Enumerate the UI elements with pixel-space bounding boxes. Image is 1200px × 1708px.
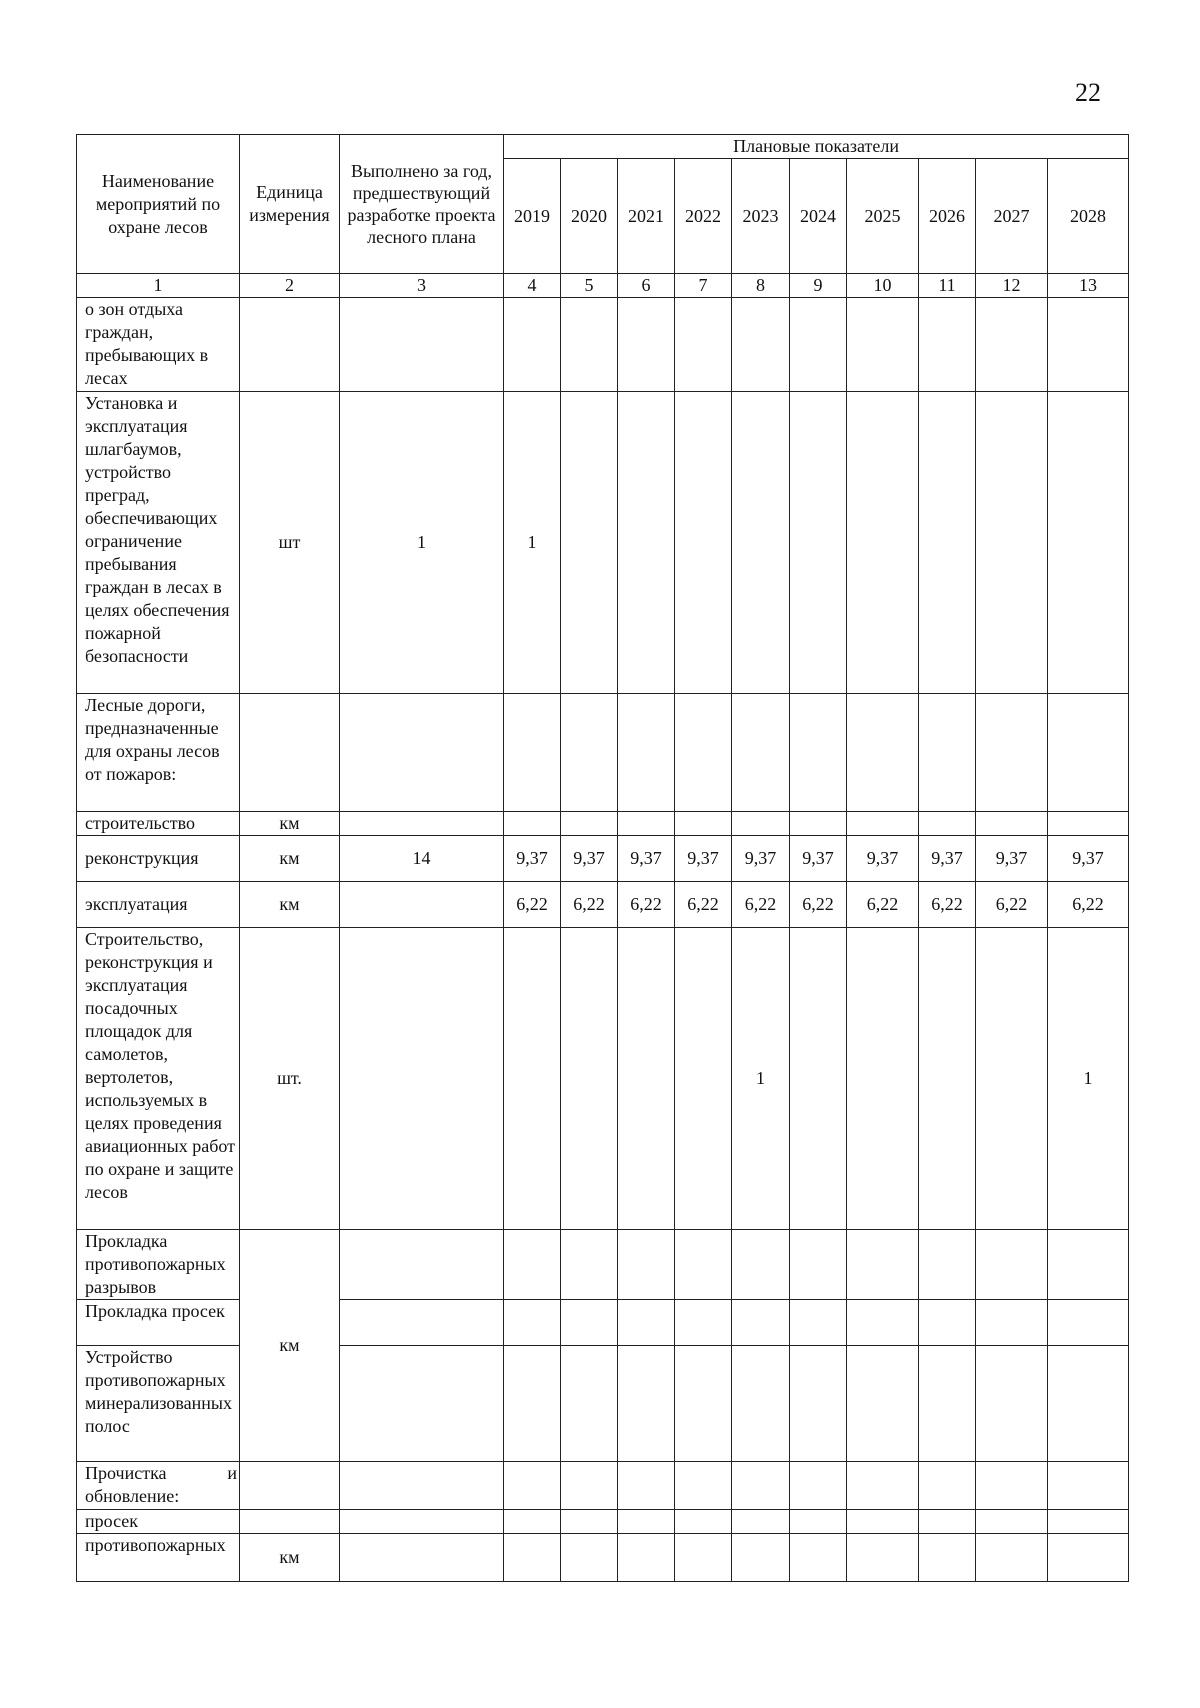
row-unit-exploitation: км [240, 882, 340, 928]
row-value-reconstruction: 9,37 [732, 836, 790, 882]
row-value-exploitation: 6,22 [1048, 882, 1129, 928]
row-name-reconstruction: реконструкция [77, 836, 240, 882]
header-year-2020: 2020 [561, 159, 618, 274]
row-done-barriers: 1 [340, 392, 504, 694]
row-name-firebreaks: Прокладка противопожарных разрывов [77, 1230, 240, 1300]
header-unit: Единица измерения [240, 135, 340, 274]
header-done: Выполнено за год, предшествующий разработке проекта лесного плана [340, 135, 504, 274]
header-name: Наименование мероприятий по охране лесов [77, 135, 240, 274]
row-value-exploitation: 6,22 [618, 882, 675, 928]
column-number: 2 [240, 274, 340, 298]
column-number: 12 [976, 274, 1048, 298]
row-name-barriers: Установка и эксплуатация шлагбаумов, устройство преград, обеспечивающих ограничение пребывания граждан в лесах в целях обеспечения пожарной безопасности [77, 392, 240, 694]
header-year-2019: 2019 [504, 159, 561, 274]
column-number: 13 [1048, 274, 1129, 298]
row-value-landing-2023: 1 [732, 928, 790, 1230]
row-value-barriers-2019: 1 [504, 392, 561, 694]
row-value-reconstruction: 9,37 [675, 836, 732, 882]
row-value-exploitation: 6,22 [919, 882, 976, 928]
header-year-2024: 2024 [790, 159, 847, 274]
row-value-exploitation: 6,22 [561, 882, 618, 928]
row-value-landing-2028: 1 [1048, 928, 1129, 1230]
row-value-reconstruction-2019: 9,37 [504, 836, 561, 882]
row-value-exploitation: 6,22 [732, 882, 790, 928]
row-name-antifire: противопожарных [77, 1534, 240, 1582]
column-number: 7 [675, 274, 732, 298]
column-number: 8 [732, 274, 790, 298]
header-year-2021: 2021 [618, 159, 675, 274]
row-value-reconstruction: 9,37 [847, 836, 919, 882]
column-number: 4 [504, 274, 561, 298]
row-value-reconstruction: 9,37 [561, 836, 618, 882]
row-unit-landing: шт. [240, 928, 340, 1230]
column-number: 9 [790, 274, 847, 298]
column-number: 3 [340, 274, 504, 298]
header-year-2027: 2027 [976, 159, 1048, 274]
column-number: 11 [919, 274, 976, 298]
column-number: 6 [618, 274, 675, 298]
row-unit-construction: км [240, 812, 340, 836]
row-name-clearings: Прокладка просек [77, 1300, 240, 1346]
page-number: 22 [1075, 78, 1101, 107]
forest-protection-table [76, 134, 1129, 1582]
row-unit-barriers: шт [240, 392, 340, 694]
row-unit-reconstruction: км [240, 836, 340, 882]
row-name-landing: Строительство, реконструкция и эксплуатация посадочных площадок для самолетов, вертолетов, используемых в целях проведения авиационных работ по охране и защите лесов [77, 928, 240, 1230]
row-value-reconstruction: 9,37 [919, 836, 976, 882]
row-name-prosek: просек [77, 1510, 240, 1534]
header-year-2022: 2022 [675, 159, 732, 274]
column-number: 10 [847, 274, 919, 298]
column-number: 1 [77, 274, 240, 298]
column-number: 5 [561, 274, 618, 298]
row-name-construction: строительство [77, 812, 240, 836]
row-name-exploitation: эксплуатация [77, 882, 240, 928]
row-value-exploitation: 6,22 [976, 882, 1048, 928]
row-value-exploitation: 6,22 [675, 882, 732, 928]
row-value-reconstruction: 9,37 [618, 836, 675, 882]
header-year-2025: 2025 [847, 159, 919, 274]
row-name-zones: о зон отдыха граждан, пребывающих в лесах [77, 298, 240, 392]
header-year-2023: 2023 [732, 159, 790, 274]
row-value-exploitation-2019: 6,22 [504, 882, 561, 928]
row-value-reconstruction: 9,37 [790, 836, 847, 882]
row-unit-antifire: км [240, 1534, 340, 1582]
row-name-roads: Лесные дороги, предназначенные для охраны лесов от пожаров: [77, 694, 240, 812]
row-value-exploitation: 6,22 [790, 882, 847, 928]
row-name-strips: Устройство противопожарных минерализованных полос [77, 1346, 240, 1462]
header-planned: Плановые показатели [504, 135, 1129, 159]
row-value-exploitation: 6,22 [847, 882, 919, 928]
header-year-2026: 2026 [919, 159, 976, 274]
row-done-reconstruction: 14 [340, 836, 504, 882]
row-value-reconstruction: 9,37 [1048, 836, 1129, 882]
row-name-cleaning: Прочистка и обновление: [77, 1462, 240, 1510]
row-unit-firebreaks: км [240, 1230, 340, 1462]
header-year-2028: 2028 [1048, 159, 1129, 274]
row-value-reconstruction: 9,37 [976, 836, 1048, 882]
